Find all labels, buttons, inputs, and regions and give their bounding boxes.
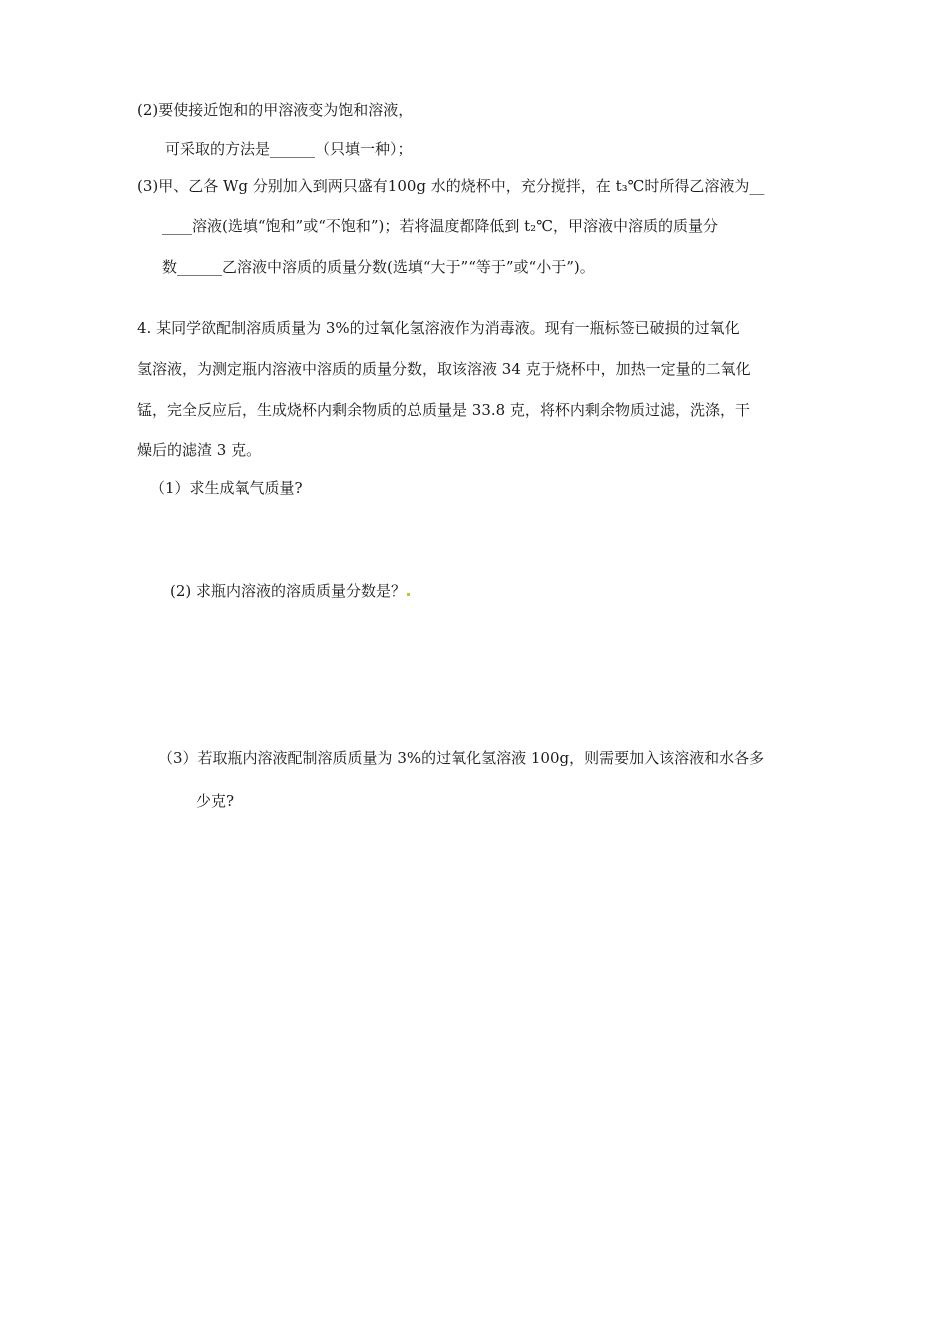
q3-part3-line1: (3)甲、乙各 Wg 分别加入到两只盛有100g 水的烧杯中，充分搅拌，在 t₃℃时所得乙溶液为__ (137, 177, 765, 195)
q4-sub2-row (170, 581, 411, 601)
marker-dot (407, 593, 410, 596)
q4-sub2: (2) 求瓶内溶液的溶质质量分数是？ (170, 582, 407, 600)
q3-part3-line2: ____溶液(选填“饱和”或“不饱和”)；若将温度都降低到 t₂℃，甲溶液中溶质的质量分 (162, 217, 718, 235)
q4-sub3-line2: 少克? (196, 792, 235, 810)
q4-sub3-line1: （3）若取瓶内溶液配制溶质质量为 3%的过氧化氢溶液 100g，则需要加入该溶液和水各多 (158, 749, 765, 767)
q4-sub1: （1）求生成氧气质量? (150, 479, 303, 497)
q4-stem-line2: 氢溶液，为测定瓶内溶液中溶质的质量分数，取该溶液 34 克于烧杯中，加热一定量的二氧化 (137, 360, 751, 378)
q3-part2-line2: 可采取的方法是______（只填一种）； (165, 140, 413, 158)
q3-part3-line3: 数______乙溶液中溶质的质量分数(选填“大于”“等于”或“小于”)。 (162, 258, 595, 276)
q4-stem-line1: 4. 某同学欲配制溶质质量为 3%的过氧化氢溶液作为消毒液。现有一瓶标签已破损的过氧化 (137, 319, 740, 337)
q4-stem-line4: 燥后的滤渣 3 克。 (137, 441, 262, 459)
q3-part2-line1: (2)要使接近饱和的甲溶液变为饱和溶液， (137, 101, 414, 119)
q4-stem-line3: 锰，完全反应后，生成烧杯内剩余物质的总质量是 33.8 克，将杯内剩余物质过滤，洗涤，干 (137, 401, 750, 419)
